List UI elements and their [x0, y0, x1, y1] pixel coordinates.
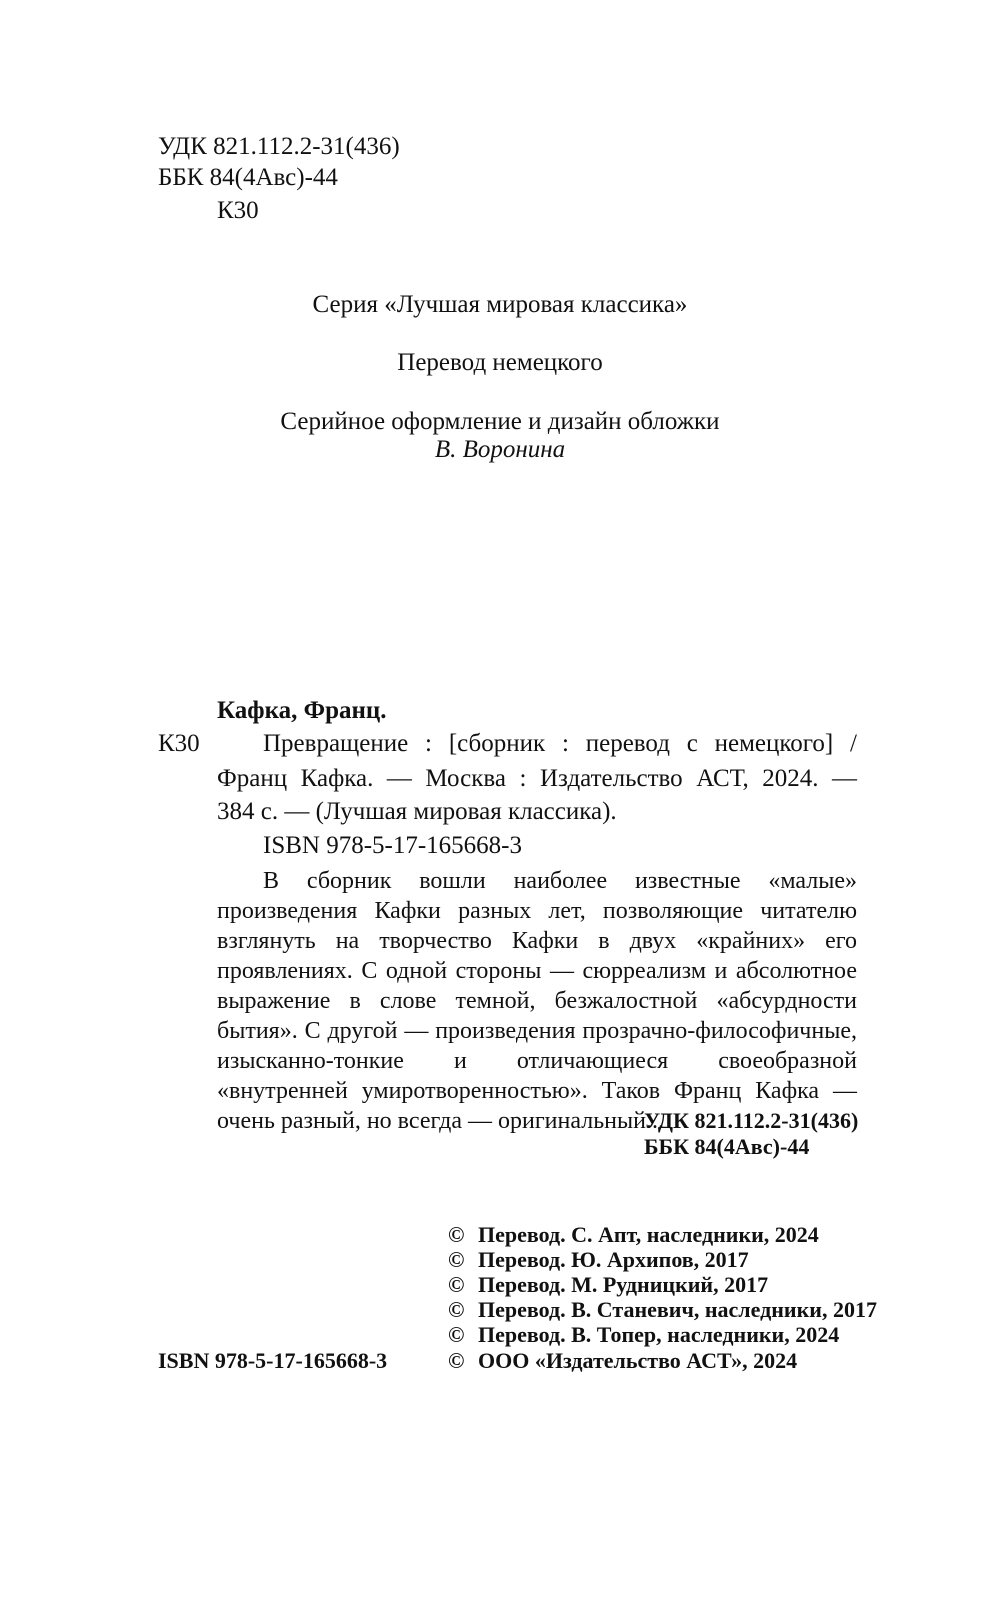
- annotation-text: В сборник вошли наиболее известные «малые» произведения Кафки разных лет, позволяющие читателю взглянуть на творчество Кафки в двух «крайних» его проявлениях. С одной стороны — сюрреализм и абсолютное выражение в слове темной, безжалостной «абсурдности бытия». С другой — произведения прозрачно-философичные, изысканно-тонкие и отличающиеся своеобразной «внутренней умиротворенностью». Таков Франц Кафка — очень разный, но всегда — оригинальный...: [217, 868, 857, 1134]
- udk-code-bottom: УДК 821.112.2-31(436): [644, 1108, 859, 1133]
- copyright-text: Перевод. В. Станевич, наследники, 2017: [478, 1297, 877, 1322]
- copyright-symbol: ©: [448, 1272, 465, 1297]
- copyright-symbol: ©: [448, 1348, 465, 1373]
- copyright-line: [448, 1272, 768, 1298]
- copyright-line: [448, 1348, 797, 1374]
- copyright-text: Перевод. С. Апт, наследники, 2024: [478, 1222, 819, 1247]
- copyright-line: [448, 1297, 877, 1323]
- copyright-symbol: ©: [448, 1222, 465, 1247]
- catalog-line-publisher: Франц Кафка. — Москва : Издательство АСТ, 2024. —: [217, 765, 857, 792]
- catalog-author-sign: К30: [158, 730, 200, 757]
- copyright-symbol: ©: [448, 1322, 465, 1347]
- copyright-text: Перевод. Ю. Архипов, 2017: [478, 1247, 749, 1272]
- copyright-text: Перевод. М. Рудницкий, 2017: [478, 1272, 769, 1297]
- bbk-code-bottom: ББК 84(4Авс)-44: [644, 1134, 810, 1159]
- copyright-line: [448, 1222, 819, 1248]
- copyright-text: Перевод. В. Топер, наследники, 2024: [478, 1322, 840, 1347]
- catalog-author: Кафка, Франц.: [217, 697, 387, 724]
- design-credit-label: Серийное оформление и дизайн обложки: [280, 408, 720, 435]
- udk-code: УДК 821.112.2-31(436): [158, 133, 400, 160]
- copyright-text: ООО «Издательство АСТ», 2024: [478, 1348, 798, 1373]
- designer-name: В. Воронина: [434, 436, 566, 463]
- catalog-isbn: ISBN 978-5-17-165668-3: [263, 832, 523, 859]
- bbk-code: ББК 84(4Авс)-44: [158, 164, 338, 191]
- copyright-line: [448, 1247, 749, 1273]
- author-sign: К30: [217, 197, 259, 224]
- copyright-line: [448, 1322, 839, 1348]
- copyright-symbol: ©: [448, 1297, 465, 1322]
- catalog-line-title: Превращение : [сборник : перевод с немецкого] /: [263, 730, 857, 757]
- catalog-line-pages: 384 с. — (Лучшая мировая классика).: [217, 798, 617, 825]
- isbn-bottom: ISBN 978-5-17-165668-3: [158, 1348, 388, 1373]
- series-title: Серия «Лучшая мировая классика»: [312, 291, 688, 318]
- copyright-symbol: ©: [448, 1247, 465, 1272]
- translation-credit: Перевод немецкого: [397, 349, 603, 376]
